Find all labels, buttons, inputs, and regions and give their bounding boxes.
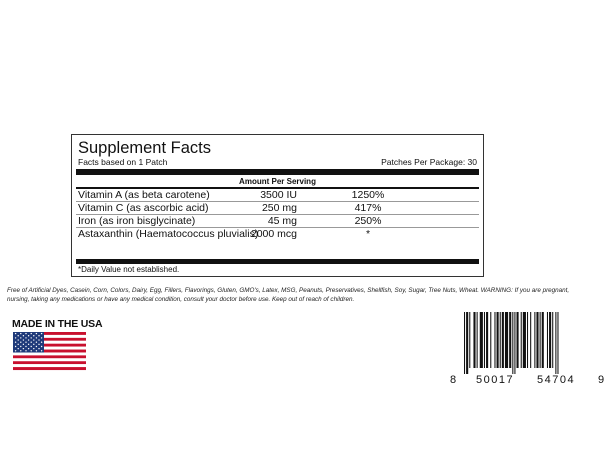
- nutrient-row: [76, 215, 479, 228]
- nutrient-name: Vitamin A (as beta carotene): [78, 189, 210, 201]
- nutrient-daily-value: 250%: [354, 215, 382, 227]
- nutrient-amount: 250 mg: [261, 202, 297, 214]
- barcode-digit-last: 9: [598, 374, 604, 386]
- thick-divider: [76, 169, 479, 175]
- nutrient-amount: 45 mg: [267, 215, 297, 227]
- daily-value-footnote: *Daily Value not established.: [78, 265, 180, 274]
- nutrient-name: Vitamin C (as ascorbic acid): [78, 202, 209, 214]
- made-in-usa-label: MADE IN THE USA: [12, 318, 103, 330]
- supplement-facts-title: Supplement Facts: [78, 139, 211, 157]
- us-flag-icon: [13, 332, 86, 370]
- nutrient-daily-value: *: [365, 228, 371, 240]
- barcode-group-right: 54704: [537, 374, 576, 386]
- servings-per-package: Patches Per Package: 30: [381, 157, 477, 167]
- barcode-digit-first: 8: [450, 374, 457, 386]
- nutrient-row: [76, 189, 479, 202]
- nutrient-row: [76, 202, 479, 215]
- nutrient-name: Astaxanthin (Haematococcus pluvialis): [78, 228, 259, 240]
- nutrient-row: [76, 228, 479, 240]
- barcode-icon: [462, 312, 594, 374]
- allergen-warning-text: Free of Artificial Dyes, Casein, Corn, Colors, Dairy, Egg, Fillers, Flavorings, Gluten, GMO's, Latex, MSG, Peanuts, Preservatives, Shellfish, Soy, Sugar, Tree Nuts, Wheat. WARNING: If you are pregnant, nursing, taking any medications or have any medical condition, consult your doctor before use. Keep out of reach of children.: [7, 287, 570, 303]
- nutrient-daily-value: 1250%: [351, 189, 385, 201]
- nutrient-rows: [76, 189, 479, 240]
- supplement-facts-panel: [71, 134, 484, 277]
- barcode-group-left: 50017: [476, 374, 515, 386]
- nutrient-amount: 3500 IU: [260, 189, 297, 201]
- nutrient-name: Iron (as iron bisglycinate): [78, 215, 196, 227]
- nutrient-amount: 2000 mcg: [250, 228, 297, 240]
- serving-basis: Facts based on 1 Patch: [78, 157, 168, 167]
- nutrient-daily-value: 417%: [354, 202, 382, 214]
- amount-per-serving-header: Amount Per Serving: [239, 177, 316, 186]
